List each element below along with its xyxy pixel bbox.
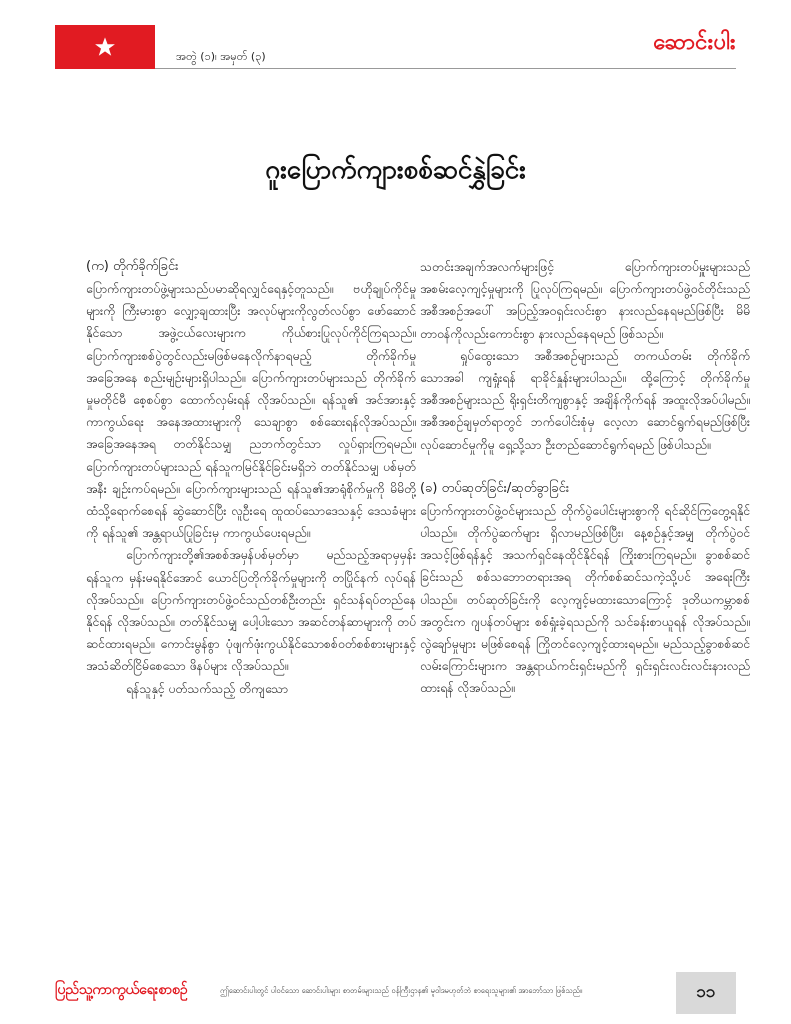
page-number: ၁၁ [676,972,736,1014]
article-title: ဂူးပြောက်ကျားစစ်ဆင်နွှဲခြင်း [265,155,526,185]
footer-brand: ပြည်သူ့ကာကွယ်ရေးစာစဉ် [55,982,188,998]
body-paragraph: ပြောက်ကျားတပ်ဖွဲ့ဝင်များသည် တိုက်ပွဲပေါင်းများစွာကို ရင်ဆိုင်ကြတွေ့ရနိုင်ပါသည်။ တိုက်ပွဲဆက်များ ရှိလာမည်ဖြစ်ပြီး၊ နေ့စဉ်နှင့်အမျှ တိုက်ပွဲဝင်အသင့်ဖြစ်ရန်နှင့် အသက်ရှင်နေထိုင်နိုင်ရန် ကြိုးစားကြရမည်။ ခွာစစ်ဆင်ခြင်းသည် စစ်သဘောတရားအရ တိုက်စစ်ဆင်သကဲ့သို့ပင် အရေးကြီးပါသည်။ တပ်ဆုတ်ခြင်းကို လေ့ကျင့်မထားသောကြောင့် ဒုတိယကမ္ဘာစစ်အတွင်းက ဂျပန်တပ်များ စစ်ရှုံးခဲ့ရသည်ကို သင်ခန်းစာယူရန် လိုအပ်သည်။ လွဲချော်မှုများ မဖြစ်စေရန် ကြိုတင်လေ့ကျင့်ထားရမည်။ မည်သည့်ခွာစစ်ဆင်လမ်းကြောင်းများက အန္တရာယ်ကင်းရှင်းမည်ကို ရှင်းရှင်းလင်းလင်းနားလည်ထားရန် လိုအပ်သည်။ [420,503,750,696]
section-heading: (ခ) တပ်ဆုတ်ခြင်း/ဆုတ်ခွာခြင်း [420,480,570,496]
body-paragraph: ပြောက်ကျားတို့၏အစစ်အမှန်ပစ်မှတ်မှာ မည်သည့်အရာမှမှန်း ရန်သူက မှန်းမရနိုင်အောင် ယောင်ပြတိုက်ခိုက်မှုများကို တပြိုင်နက် လုပ်ရန် လိုအပ်သည်။ ပြောက်ကျားတပ်ဖွဲ့ဝင်သည်တစ်ဦးတည်း ရှင်သန်ရပ်တည်နေနိုင်ရန် လိုအပ်သည်။ တတ်နိုင်သမျှ ပေါ့ပါးသော အဆင်တန်ဆာများကို တပ်ဆင်ထားရမည်။ ကောင်းမွန်စွာ ပုံဖျက်ဖုံးကွယ်နိုင်သောစစ်ဝတ်စစ်စားများနှင့်အသံဆိတ်ငြိမ်စေသော ဖိနပ်များ လိုအပ်သည်။ [86,548,416,674]
header-flag-block [55,25,155,69]
header-rule [155,68,736,69]
body-paragraph: သတင်းအချက်အလက်များဖြင့် ပြောက်ကျားတပ်မှူးများသည် အစမ်းလေ့ကျင့်မှုများကို ပြုလုပ်ကြရမည်။ ပြောက်ကျားတပ်ဖွဲ့ဝင်တိုင်းသည် အစီအစဉ်အပေါ် အပြည့်အဝရှင်းလင်းစွာ နားလည်နေရမည်ဖြစ်ပြီး မိမိတာဝန်ကိုလည်းကောင်းစွာ နားလည်နေရမည် ဖြစ်သည်။ [420,260,750,341]
footer [55,972,736,1016]
body-paragraph: ရန်သူနှင့် ပတ်သက်သည့် တိကျသော [126,681,289,696]
star-icon [94,36,116,58]
section-heading: (က) တိုက်ခိုက်ခြင်း [86,259,179,274]
body-paragraph: ရှုပ်ထွေးသော အစီအစဉ်များသည် တကယ်တမ်း တိုက်ခိုက်သောအခါ ကျရှုံးရန် ရာခိုင်နှုန်းများပါသည်။ ထို့ကြောင့် တိုက်ခိုက်မှုအစီအစဉ်များသည် ရိုးရှင်းတိကျစွာနှင့် အချိန်ကိုက်ရန် အထူးလိုအပ်ပါမည်။ အစီအစဉ်ချမှတ်ရာတွင် ဘက်ပေါင်းစုံမှ လေ့လာ ဆောင်ရွက်ရမည်ဖြစ်ပြီး လုပ်ဆောင်မှုကိုမူ ရှေ့သို့သာ ဦးတည်ဆောင်ရွက်ရမည် ဖြစ်ပါသည်။ [420,348,750,452]
masthead: ဆောင်းပါး [653,30,736,55]
right-column [420,256,750,700]
left-column [86,256,416,700]
body-paragraph: ပြောက်ကျားတပ်ဖွဲ့များသည်ပမာဆိုရလျှင်ရေနှင့်တူသည်။ ဗဟိုချုပ်ကိုင်မှုများကို ကြီးမားစွာ လျှော့ချထားပြီး အလုပ်များကိုလွတ်လပ်စွာ ဖော်ဆောင်နိုင်သော အဖွဲ့ငယ်လေးများက ကိုယ်စားပြုလုပ်ကိုင်ကြရသည်။ ပြောက်ကျားစစ်ပွဲတွင်လည်းမဖြစ်မနေလိုက်နာရမည့် တိုက်ခိုက်မှု အခြေအနေ စည်းမျဉ်းများရှိပါသည်။ ပြောက်ကျားတပ်များသည် တိုက်ခိုက်မှုမတိုင်မီ စေ့စပ်စွာ ထောက်လှမ်းရန် လိုအပ်သည်။ ရန်သူ၏ အင်အားနှင့် ကာကွယ်ရေး အနေအထားများကို သေချာစွာ စစ်ဆေးရန်လိုအပ်သည်။ အခြေအနေအရ တတ်နိုင်သမျှ ညဘက်တွင်သာ လှုပ်ရှားကြရမည်။ ပြောက်ကျားတပ်များသည် ရန်သူကမြင်နိုင်ခြင်းမရှိဘဲ တတ်နိုင်သမျှ ပစ်မှတ်အနီး ချဉ်းကပ်ရမည်။ ပြောက်ကျားများသည် ရန်သူ၏အာရုံစိုက်မှုကို မိမိတို့ထံသို့ရောက်စေရန် ဆွဲဆောင်ပြီး လူဦးရေ ထူထပ်သောဒေသနှင့် ဒေသခံများကို ရန်သူ၏ အန္တရာယ်ပြုခြင်းမှ ကာကွယ်ပေးရမည်။ [86,282,416,541]
footer-disclaimer: ဤဆောင်းပါးတွင် ပါဝင်သော ဆောင်းပါးများ စာတမ်းများသည် ဝန်ကြီးဌာန၏ မူဝါဒမဟုတ်ဘဲ စာရေးသူများ၏ အာဘော်သာ ဖြစ်သည်။ [220,986,583,995]
issue-number: အတွဲ (၁)၊ အမှတ် (၃) [176,50,266,63]
